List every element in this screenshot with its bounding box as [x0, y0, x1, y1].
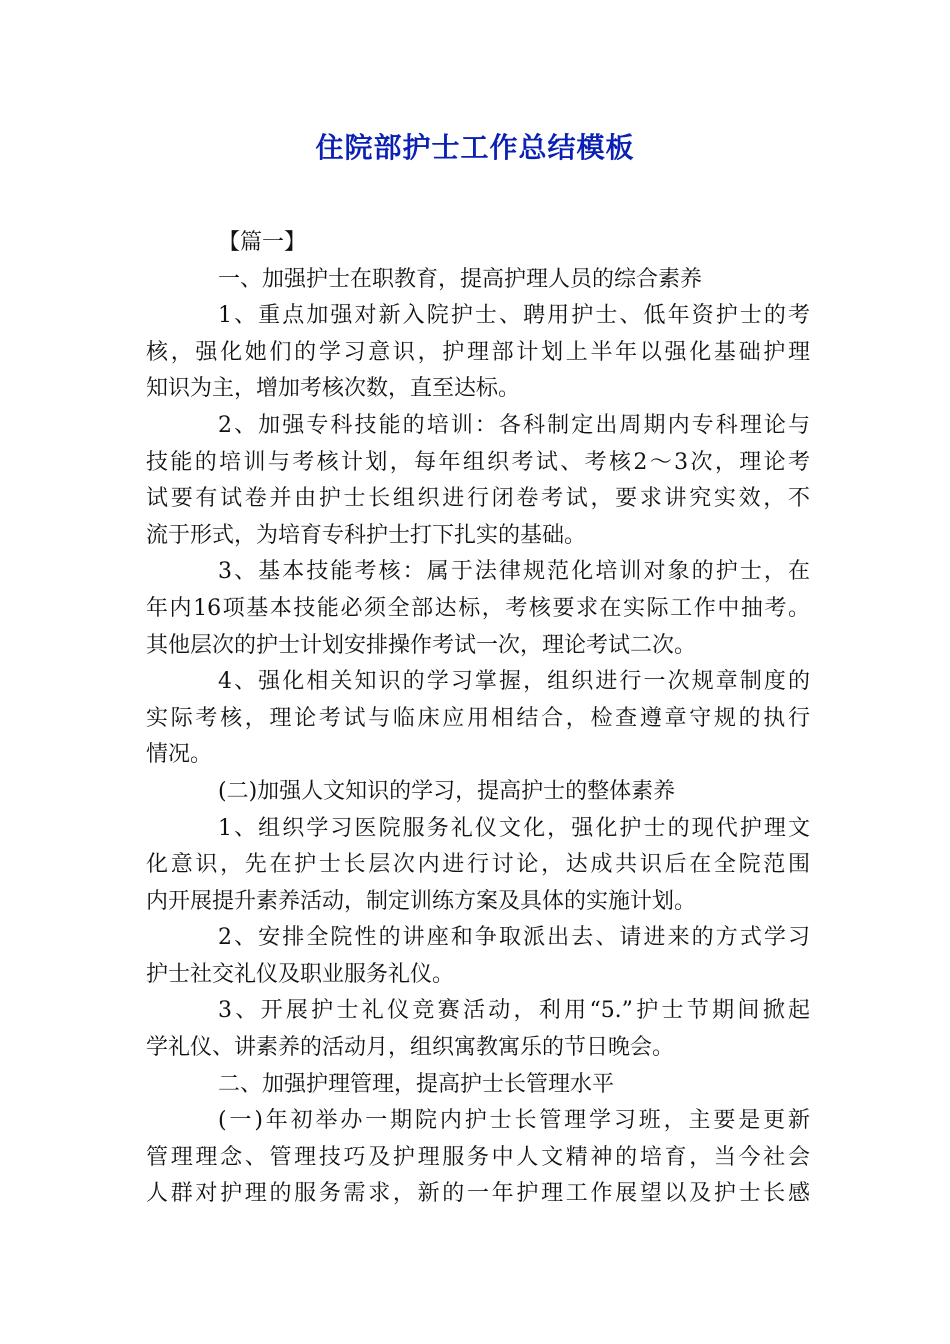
paragraph-line: 【篇一】 [218, 230, 307, 255]
paragraph-line: 流于形式，为培育专科护士打下扎实的基础。 [146, 522, 587, 548]
paragraph-line: 试要有试卷并由护士长组织进行闭卷考试，要求讲究实效，不 [146, 486, 810, 512]
paragraph-line: 1、组织学习医院服务礼仪文化，强化护士的现代护理文 [218, 815, 810, 841]
paragraph-line: 化意识，先在护士长层次内进行讨论，达成共识后在全院范围 [146, 852, 810, 878]
paragraph-line: 3、基本技能考核：属于法律规范化培训对象的护士，在 [218, 559, 810, 585]
paragraph-line: 年内16项基本技能必须全部达标，考核要求在实际工作中抽考。 [146, 595, 810, 621]
paragraph-line: 二、加强护理管理，提高护士长管理水平 [218, 1071, 615, 1097]
paragraph-line: (二)加强人文知识的学习，提高护士的整体素养 [218, 778, 676, 804]
paragraph-line: 护士社交礼仪及职业服务礼仪。 [146, 961, 455, 987]
paragraph-line: 2、加强专科技能的培训：各科制定出周期内专科理论与 [218, 412, 810, 438]
paragraph-line: 4、强化相关知识的学习掌握，组织进行一次规章制度的 [218, 669, 810, 695]
paragraph-line: 学礼仪、讲素养的活动月，组织寓教寓乐的节日晚会。 [146, 1035, 675, 1061]
document-body [146, 225, 810, 1213]
paragraph-line: 实际考核，理论考试与临床应用相结合，检查遵章守规的执行 [146, 705, 810, 731]
paragraph-line: 管理理念、管理技巧及护理服务中人文精神的培育，当今社会 [146, 1144, 810, 1170]
paragraph-line: 一、加强护士在职教育，提高护理人员的综合素养 [218, 266, 703, 292]
paragraph-line: (一)年初举办一期院内护士长管理学习班，主要是更新 [218, 1108, 810, 1134]
paragraph-line: 情况。 [146, 742, 213, 768]
paragraph-line: 核，强化她们的学习意识，护理部计划上半年以强化基础护理 [146, 339, 810, 365]
paragraph-line: 内开展提升素养活动，制定训练方案及具体的实施计划。 [146, 888, 697, 914]
paragraph-line: 3、开展护士礼仪竞赛活动，利用“5.”护士节期间掀起 [218, 998, 810, 1024]
paragraph-line: 知识为主，增加考核次数，直至达标。 [146, 376, 521, 402]
paragraph-line: 2、安排全院性的讲座和争取派出去、请进来的方式学习 [218, 925, 810, 951]
paragraph-line: 其他层次的护士计划安排操作考试一次，理论考试二次。 [146, 632, 697, 658]
paragraph-line: 1、重点加强对新入院护士、聘用护士、低年资护士的考 [218, 303, 810, 329]
paragraph-line: 技能的培训与考核计划，每年组织考试、考核2～3次，理论考 [146, 449, 810, 475]
document-title: 住院部护士工作总结模板 [315, 131, 635, 164]
paragraph-line: 人群对护理的服务需求，新的一年护理工作展望以及护士长感 [146, 1181, 810, 1207]
